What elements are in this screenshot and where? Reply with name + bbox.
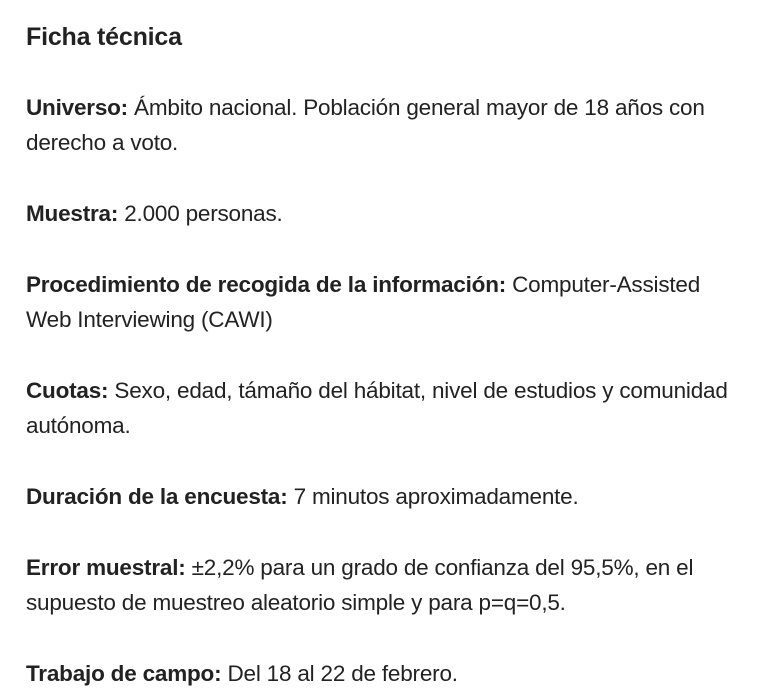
sampling-error-text: ±2,2% para un grado de confianza del 95,5%, en el supuesto de muestreo aleatorio simple y para p=q=0,5. [26, 555, 694, 615]
fieldwork-label: Trabajo de campo: [26, 661, 222, 686]
quotas-item [26, 373, 745, 443]
duration-label: Duración de la encuesta: [26, 484, 288, 509]
quotas-label: Cuotas: [26, 378, 109, 403]
fieldwork-text: Del 18 al 22 de febrero. [227, 661, 458, 686]
universe-text: Ámbito nacional. Población general mayor de 18 años con derecho a voto. [26, 95, 705, 155]
procedure-item [26, 267, 745, 337]
universe-label: Universo: [26, 95, 128, 120]
section-title: Ficha técnica [26, 23, 182, 51]
duration-text: 7 minutos aproximadamente. [293, 484, 579, 509]
procedure-label: Procedimiento de recogida de la información: [26, 272, 507, 297]
sample-item [26, 196, 745, 231]
sampling-error-label: Error muestral: [26, 555, 186, 580]
universe-item [26, 90, 745, 160]
procedure-text: Computer-Assisted Web Interviewing (CAWI) [26, 272, 701, 332]
duration-item [26, 479, 745, 514]
quotas-text: Sexo, edad, támaño del hábitat, nivel de estudios y comunidad autónoma. [26, 378, 728, 438]
sampling-error-item [26, 550, 745, 620]
fieldwork-item [26, 656, 745, 691]
sample-text: 2.000 personas. [124, 201, 283, 226]
sample-label: Muestra: [26, 201, 119, 226]
